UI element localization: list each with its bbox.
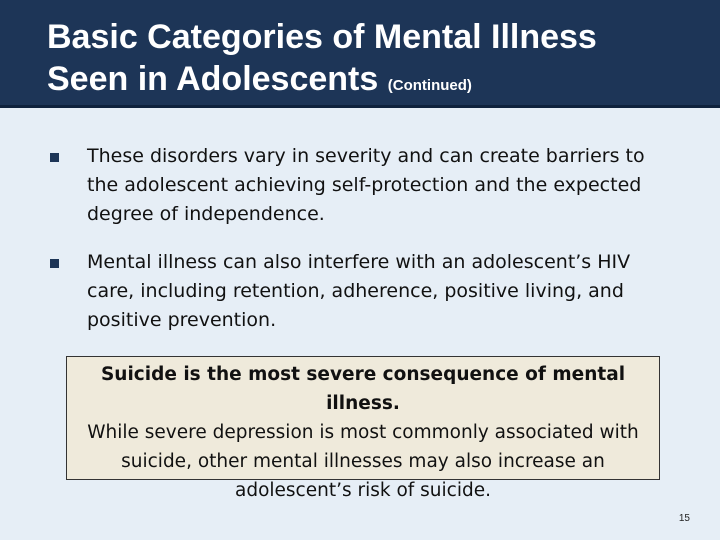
callout-body-text: While severe depression is most commonly associated with suicide, other mental illnesses may also increase an adolescent’s risk of suicide. <box>87 422 639 501</box>
title-suffix: (Continued) <box>387 77 472 94</box>
title-line-2: Seen in Adolescents <box>47 60 379 98</box>
bullet-item <box>50 142 670 229</box>
callout-bold-text: Suicide is the most severe consequence of mental illness. <box>100 364 626 414</box>
page-number: 15 <box>678 513 690 524</box>
title-bar <box>0 0 720 108</box>
bullet-list <box>50 142 670 354</box>
bullet-text: Mental illness can also interfere with an adolescent’s HIV care, including retention, adherence, positive living, and positive prevention. <box>87 251 631 331</box>
square-bullet-icon <box>50 153 59 162</box>
bullet-item <box>50 248 670 335</box>
slide-title <box>47 16 597 107</box>
bullet-text: These disorders vary in severity and can create barriers to the adolescent achieving self-protection and the expected degree of independence. <box>87 145 645 225</box>
title-line-1: Basic Categories of Mental Illness <box>47 18 597 56</box>
square-bullet-icon <box>50 259 59 268</box>
suicide-callout-box <box>66 356 660 501</box>
